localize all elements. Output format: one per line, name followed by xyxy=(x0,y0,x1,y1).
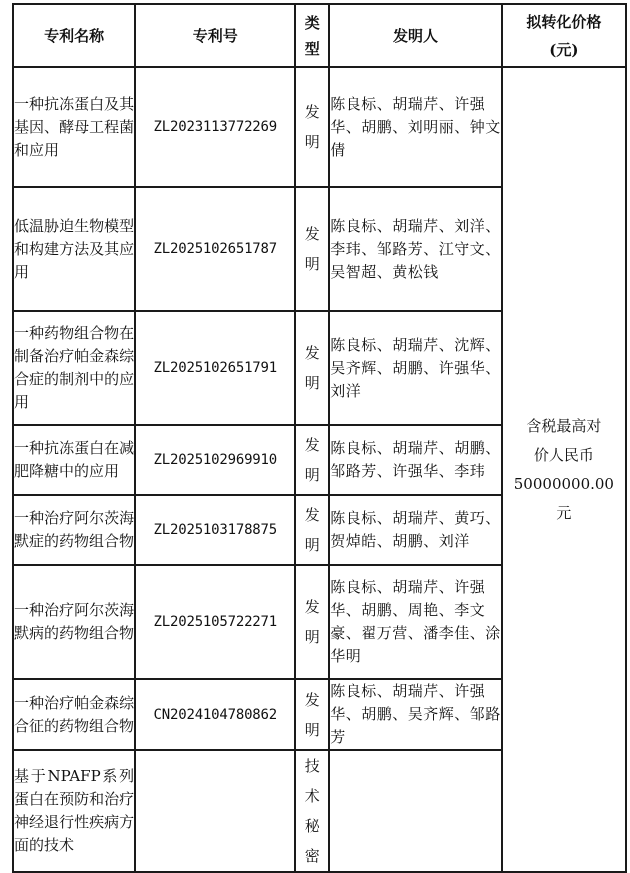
patent-type: 发 明 xyxy=(295,679,329,750)
patent-name: 一种药物组合物在制备治疗帕金森综合症的制剂中的应用 xyxy=(13,311,135,425)
patent-type: 发 明 xyxy=(295,495,329,565)
patent-number: ZL2025102651791 xyxy=(135,311,295,425)
patent-name: 低温胁迫生物模型和构建方法及其应用 xyxy=(13,187,135,311)
patent-number: ZL2025102651787 xyxy=(135,187,295,311)
patent-number: CN2024104780862 xyxy=(135,679,295,750)
patent-type: 发 明 xyxy=(295,311,329,425)
patent-type: 发 明 xyxy=(295,565,329,679)
price-note-line: 价人民币 xyxy=(533,445,594,464)
patent-name: 一种抗冻蛋白及其基因、酵母工程菌和应用 xyxy=(13,67,135,187)
patent-table xyxy=(12,3,627,873)
inventors: 陈良标、胡瑞芹、刘洋、李玮、邹路芳、江守文、吴智超、黄松钱 xyxy=(329,187,502,311)
patent-number: ZL2025105722271 xyxy=(135,565,295,679)
price-note-line: 含税最高对 xyxy=(526,416,602,435)
patent-type: 发 明 xyxy=(295,67,329,187)
header-inventors: 发明人 xyxy=(329,4,502,67)
patent-name: 一种治疗帕金森综合征的药物组合物 xyxy=(13,679,135,750)
patent-type: 发 明 xyxy=(295,187,329,311)
patent-number xyxy=(135,750,295,872)
table-row xyxy=(13,67,626,187)
price-unit: 元 xyxy=(556,503,572,522)
inventors: 陈良标、胡瑞芹、许强华、胡鹏、刘明丽、钟文倩 xyxy=(329,67,502,187)
inventors: 陈良标、胡瑞芹、许强华、胡鹏、吴齐辉、邹路芳 xyxy=(329,679,502,750)
inventors: 陈良标、胡瑞芹、胡鹏、邹路芳、许强华、李玮 xyxy=(329,425,502,495)
inventors: 陈良标、胡瑞芹、黄巧、贺焯皓、胡鹏、刘洋 xyxy=(329,495,502,565)
patent-name: 一种治疗阿尔茨海默病的药物组合物 xyxy=(13,565,135,679)
patent-number: ZL2023113772269 xyxy=(135,67,295,187)
patent-type: 技 术 秘 密 xyxy=(295,750,329,872)
inventors: 陈良标、胡瑞芹、沈辉、吴齐辉、胡鹏、许强华、刘洋 xyxy=(329,311,502,425)
price-value: 50000000.00 xyxy=(513,474,614,493)
patent-number: ZL2025103178875 xyxy=(135,495,295,565)
inventors: 陈良标、胡瑞芹、许强华、胡鹏、周艳、李文豪、翟万营、潘李佳、涂华明 xyxy=(329,565,502,679)
header-patent-name: 专利名称 xyxy=(13,4,135,67)
patent-name: 一种抗冻蛋白在减肥降糖中的应用 xyxy=(13,425,135,495)
header-patent-number: 专利号 xyxy=(135,4,295,67)
header-row xyxy=(13,4,626,67)
price-cell xyxy=(502,67,626,872)
patent-name: 一种治疗阿尔茨海默症的药物组合物 xyxy=(13,495,135,565)
patent-name: 基于NPAFP系列蛋白在预防和治疗神经退行性疾病方面的技术 xyxy=(13,750,135,872)
header-price: 拟转化价格 (元) xyxy=(502,4,626,67)
patent-number: ZL2025102969910 xyxy=(135,425,295,495)
inventors xyxy=(329,750,502,872)
header-type: 类 型 xyxy=(295,4,329,67)
patent-type: 发 明 xyxy=(295,425,329,495)
